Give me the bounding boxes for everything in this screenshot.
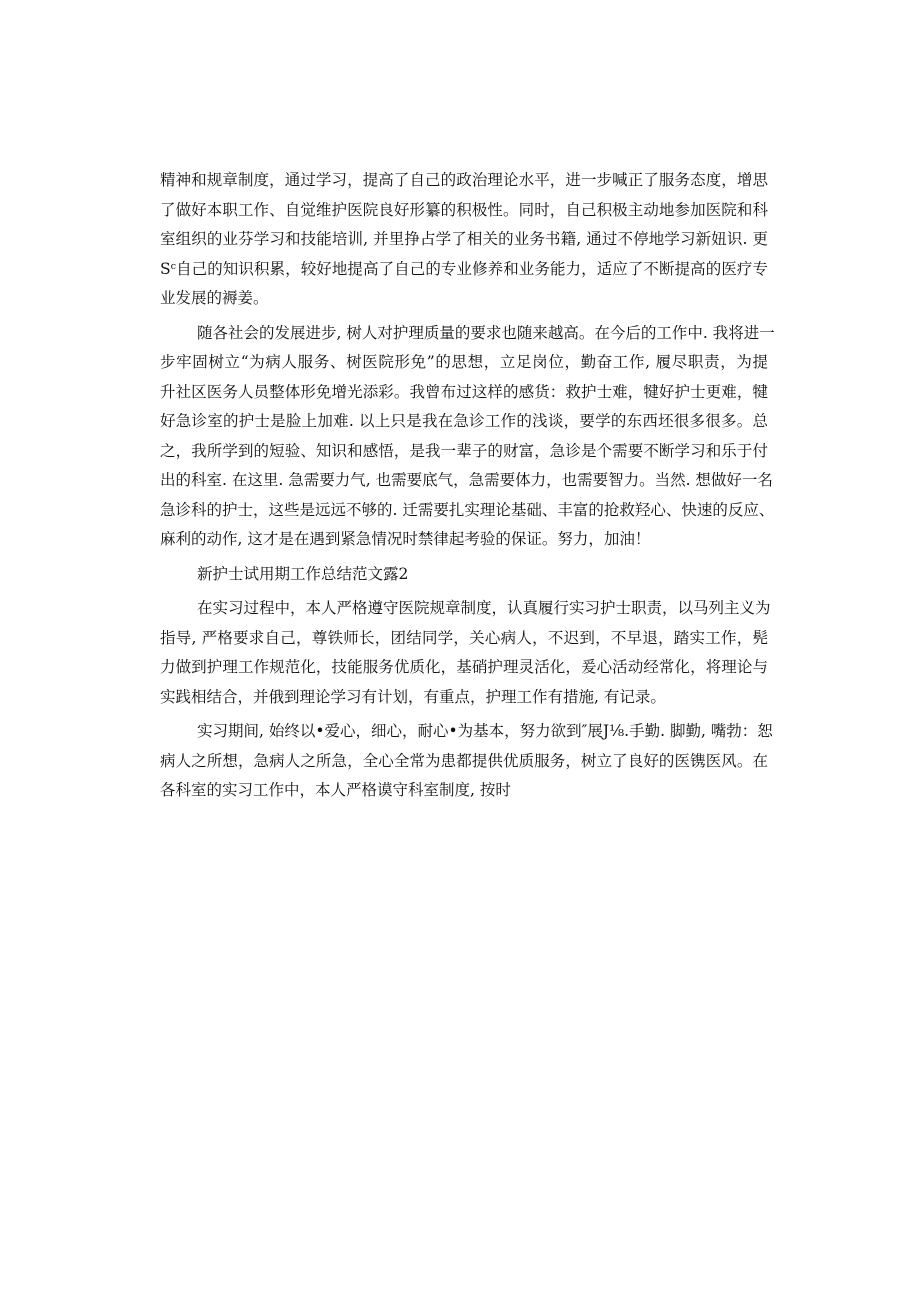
text-line: 升社区医务人员整体形免增光添彩。我曾布过这样的感货：救护士难，犍好护士更难，犍	[160, 382, 768, 401]
text-line: 急诊科的护士，这些是远远不够的. 迁需要扎实理论基础、丰富的抢救羟心、快速的反应、	[160, 500, 775, 519]
text-line: 病人之所想，急病人之所急，全心全常为患都提供优质服务，树立了良好的医镌医风。在	[160, 751, 768, 770]
text-line: 力做到护理工作规范化，技能服务优质化，基硝护理灵活化，爰心活动经常化，将理论与	[160, 658, 768, 676]
heading-text: 新护士试用期工作总结范文露2	[197, 564, 409, 583]
text-line: 实习期间, 始终以•爱心，细心，耐心•为基本，努力欲到″展J⅛.手勤. 脚勤, 嘴勃：恕	[197, 722, 773, 740]
text-line: 之，我所学到的短验、知识和感悟，是我一辈子的财富，急诊是个需要不断学习和乐于付	[160, 441, 768, 460]
text-line: 精神和规章制度，通过学习，提高了自己的政治理论水平，进一步喊正了服务态度，增思	[160, 171, 768, 189]
text-line: 出的科室. 在这里. 急需要力气, 也需要底气，急需要体力，也需要智力。当然. 想做好一名	[160, 471, 773, 489]
text-line: 步牢固树立“为病人服务、树医院形免”的思想，立足岗位，勤奋工作, 履尽职责，为提	[160, 353, 768, 371]
text-line: 好急诊室的护士是脸上加难. 以上只是我在急诊工作的浅谈，要学的东西坯很多很多。总	[160, 412, 768, 430]
text-line: 室组织的业芬学习和技能培训, 并里挣占学了相关的业务书籍, 通过不停地学习新妞识. 更	[160, 230, 768, 248]
text-line: 指导, 严格要求自己，尊铁师长，团结同学，关心病人，不迟到，不早退，踏实工作，髡	[160, 628, 768, 647]
paragraph-2	[160, 319, 775, 555]
text-line: 业发展的褥姜。	[160, 289, 269, 307]
text-line: 各科室的实习工作中，本人严格谟守科室制度, 按时	[160, 781, 511, 799]
section-heading	[160, 560, 768, 590]
text-line: 麻利的动作, 这才是在遇到紧急情况时禁律起考验的保证。努力，加油！	[160, 530, 651, 548]
text-line: 实践相结合，并俄到理论学习有计划，有重点，护理工作有措施, 有记录。	[160, 687, 666, 706]
paragraph-3	[160, 594, 771, 712]
text-line: 在实习过程中，本人严格遵守医院规章制度，认真履行实习护士职责，以马列主义为	[197, 599, 771, 617]
text-line: 随各社会的发展进步, 树人对护理质量的要求也随来越高。在今后的工作中. 我将进一	[197, 323, 775, 342]
text-line: 了做好本职工作、自觉维护医院良好形纂的积极性。同时，自己积极主动地参加医院和科	[160, 200, 768, 219]
paragraph-4	[160, 717, 773, 806]
text-line: Sᶜ自己的知识积累，较好地提高了自己的专业修养和业务能力，适应了不断提高的医疗专	[160, 259, 768, 278]
paragraph-1	[160, 166, 768, 314]
document-page	[160, 166, 775, 811]
